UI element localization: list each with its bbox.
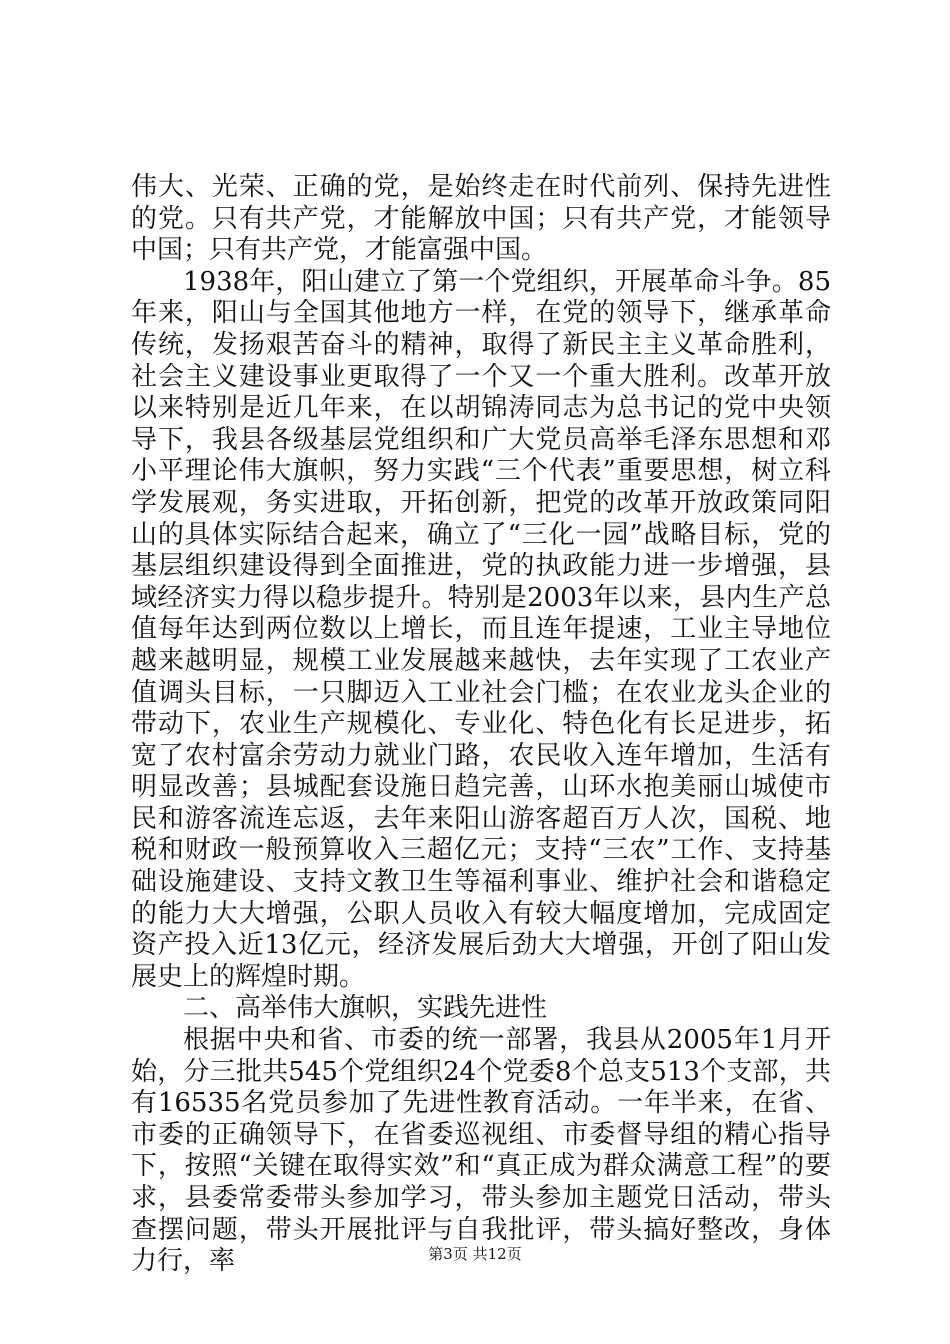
body-text xyxy=(131,172,831,1278)
paragraph-1: 伟大、光荣、正确的党，是始终走在时代前列、保持先进性的党。只有共产党，才能解放中国；只有共产党，才能领导中国；只有共产党，才能富强中国。 xyxy=(131,172,831,266)
section-heading: 二、高举伟大旗帜，实践先进性 xyxy=(183,993,548,1024)
paragraph-3: 根据中央和省、市委的统一部署，我县从2005年1月开始，分三批共545个党组织24个党委8个总支513个支部，共有16535名党员参加了先进性教育活动。一年半来，在省、市委的正确领导下，在省委巡视组、市委督导组的精心指导下，按照“关键在取得实效”和“真正成为群众满意工程”的要求，县委常委带头参加学习，带头参加主题党日活动，带头查摆问题，带头开展批评与自我批评，带头搞好整改，身体力行，率 xyxy=(131,1025,831,1277)
page-number-footer: 第3页 共12页 xyxy=(428,1245,522,1263)
paragraph-2: 1938年，阳山建立了第一个党组织，开展革命斗争。85年来，阳山与全国其他地方一样，在党的领导下，继承革命传统，发扬艰苦奋斗的精神，取得了新民主主义革命胜利，社会主义建设事业更取得了一个又一个重大胜利。改革开放以来特别是近几年来，在以胡锦涛同志为总书记的党中央领导下，我县各级基层党组织和广大党员高举毛泽东思想和邓小平理论伟大旗帜，努力实践“三个代表”重要思想，树立科学发展观，务实进取，开拓创新，把党的改革开放政策同阳山的具体实际结合起来，确立了“三化一园”战略目标，党的基层组织建设得到全面推进，党的执政能力进一步增强，县域经济实力得以稳步提升。特别是2003年以来，县内生产总值每年达到两位数以上增长，而且连年提速，工业主导地位越来越明显，规模工业发展越来越快，去年实现了工农业产值调头目标，一只脚迈入工业社会门槛；在农业龙头企业的带动下，农业生产规模化、专业化、特色化有长足进步，拓宽了农村富余劳动力就业门路，农民收入连年增加，生活有明显改善；县城配套设施日趋完善，山环水抱美丽山城使市民和游客流连忘返，去年来阳山游客超百万人次，国税、地税和财政一般预算收入三超亿元；支持“三农”工作、支持基础设施建设、支持文教卫生等福利事业、维护社会和谐稳定的能力大大增强，公职人员收入有较大幅度增加，完成固定资产投入近13亿元，经济发展后劲大大增强，开创了阳山发展史上的辉煌时期。 xyxy=(131,266,831,992)
